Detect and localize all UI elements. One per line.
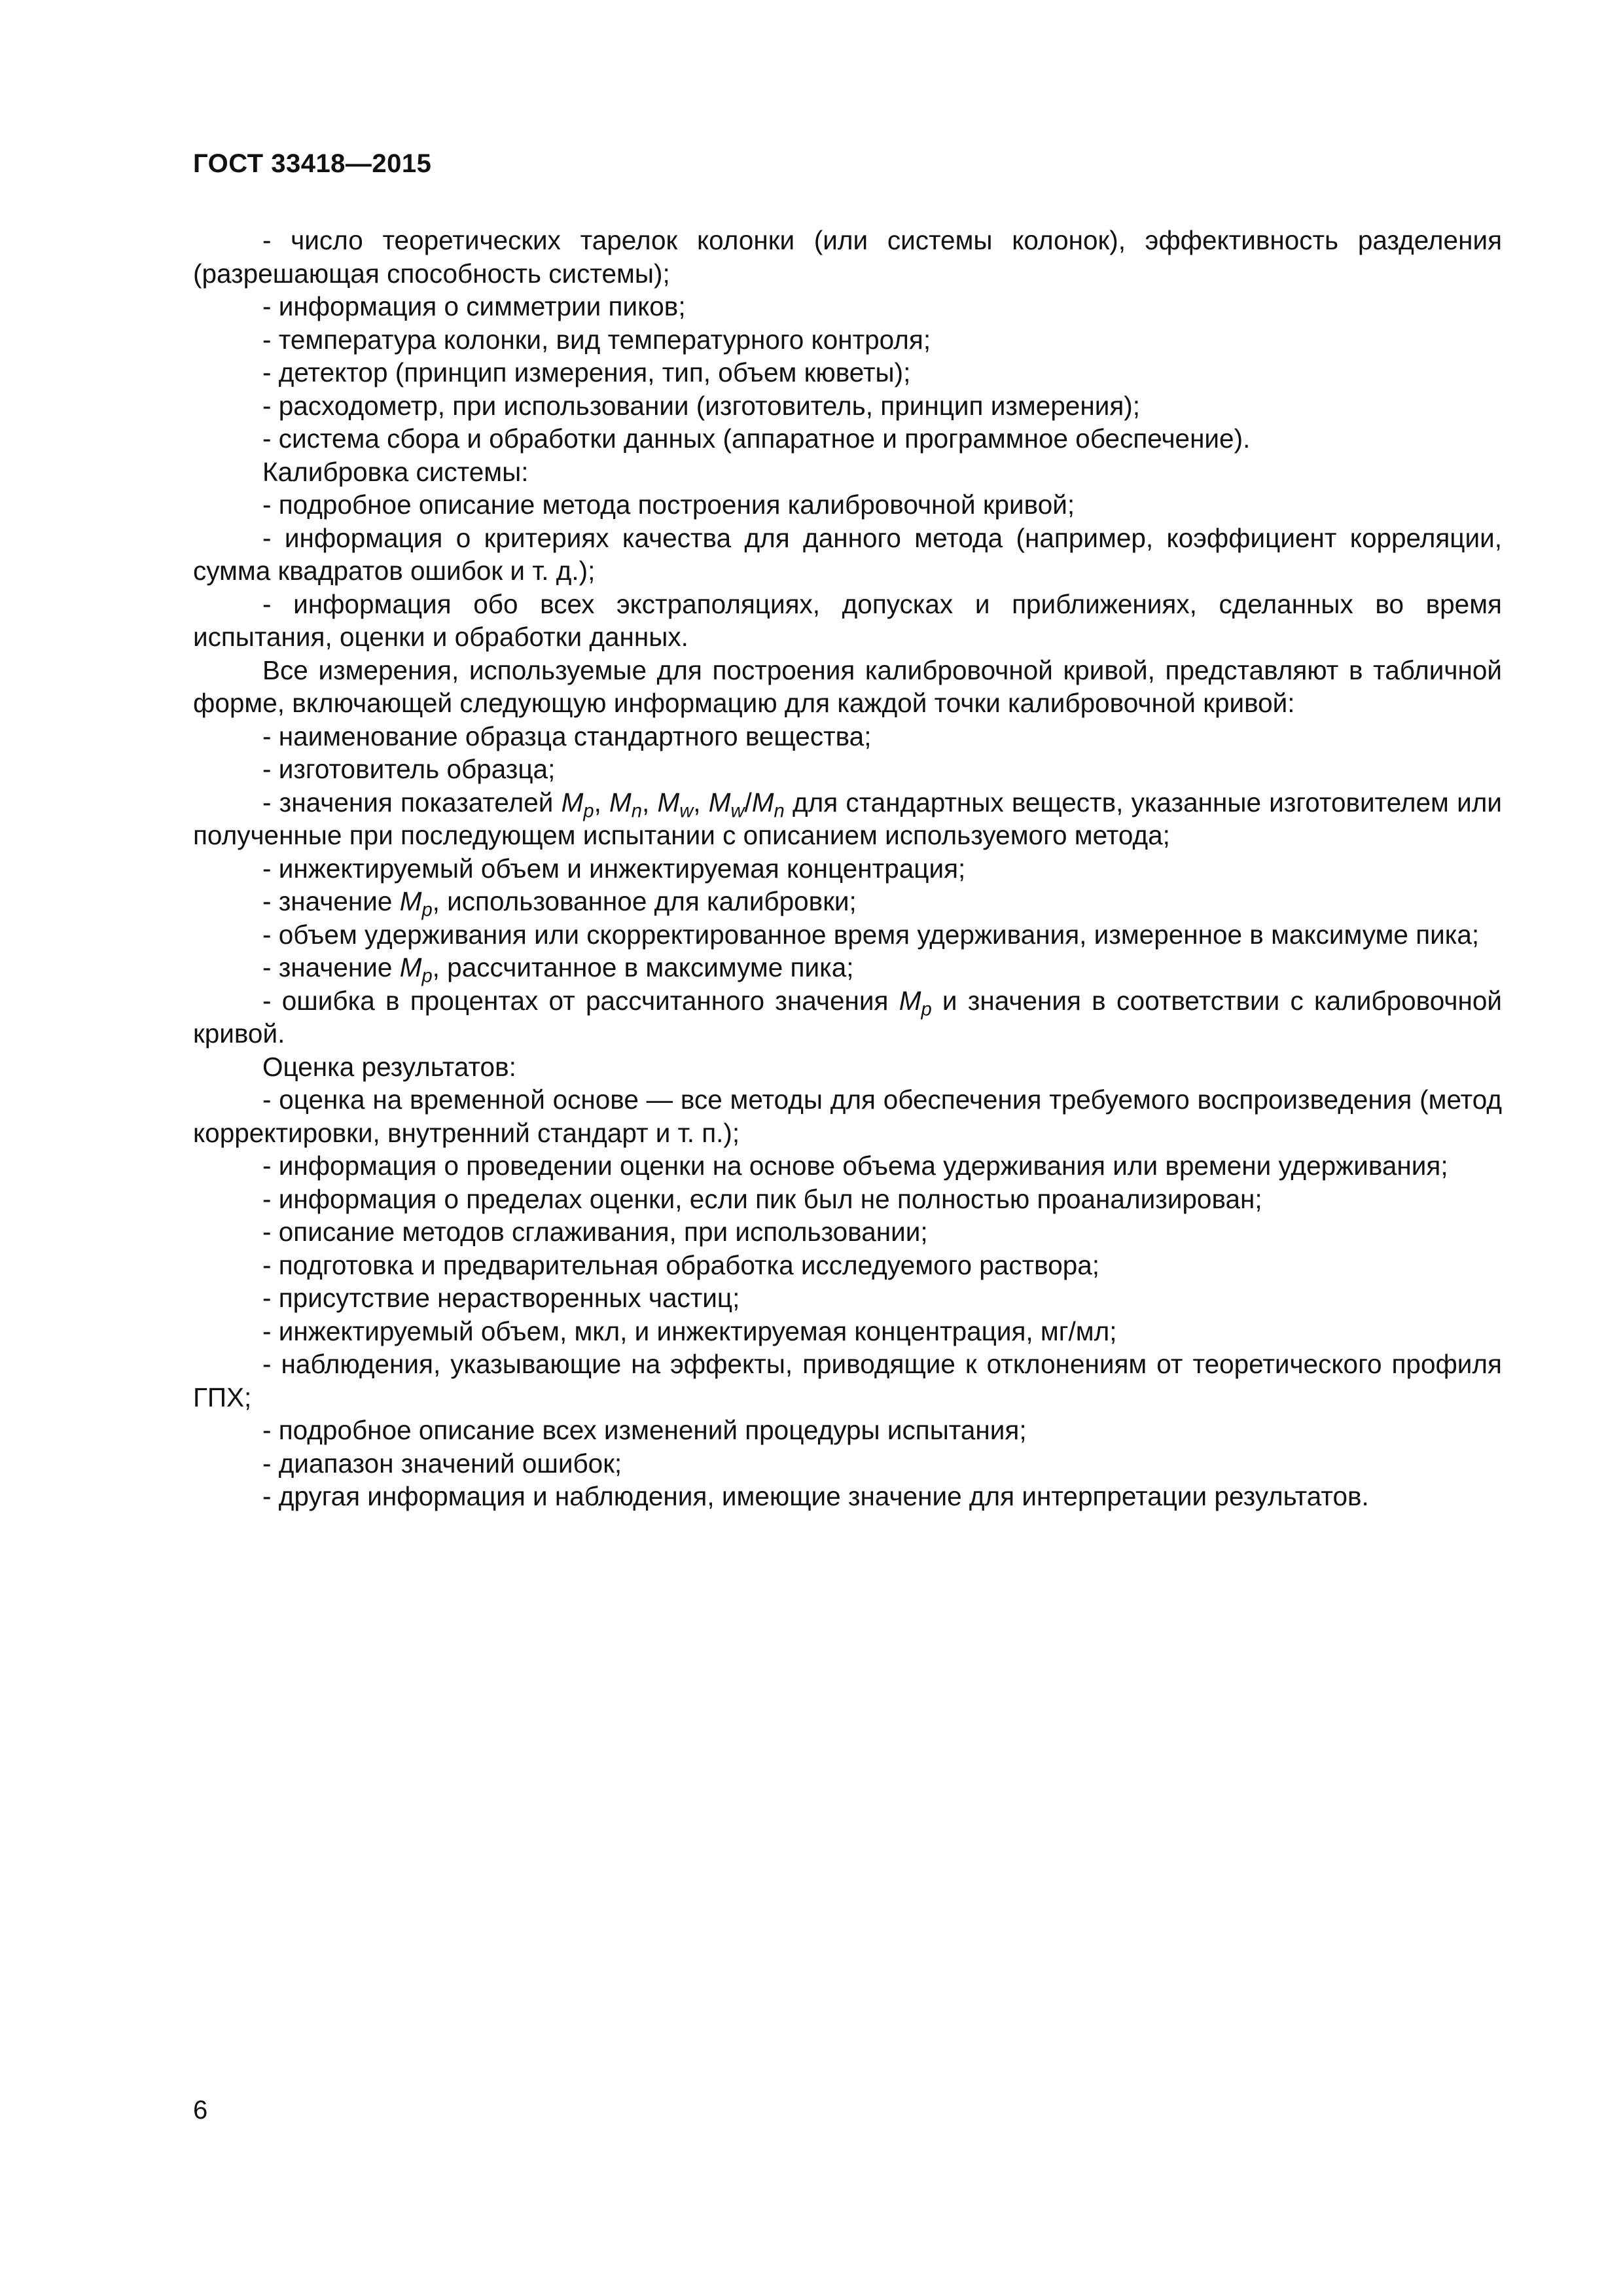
paragraph: - информация о пределах оценки, если пик был не полностью проанализирован; [262,1183,1262,1214]
text-run: , использованное для калибровки; [432,886,857,916]
paragraph: - описание методов сглаживания, при использовании; [262,1217,928,1247]
paragraph: - диапазон значений ошибок; [262,1448,622,1479]
paragraph [193,885,1502,921]
paragraph: - присутствие нерастворенных частиц; [262,1283,740,1313]
variable-subscript: p [583,800,594,822]
text-run: - значения показателей [262,787,562,817]
math-variable [751,787,785,822]
math-variable [399,952,433,987]
paragraph: Оценка результатов: [262,1051,516,1082]
variable-subscript: p [921,999,932,1020]
paragraph [193,984,1502,1050]
math-variable [561,787,594,822]
variable-symbol: M [399,952,422,982]
paragraph [193,786,1502,852]
math-variable [399,886,433,921]
text-run: , [693,787,709,817]
paragraph: - изготовитель образца; [262,754,556,784]
document-body [193,224,1502,1513]
text-run: , рассчитанное в максимуме пика; [432,952,854,982]
paragraph: - температура колонки, вид температурного контроля; [262,324,931,355]
paragraph: - детектор (принцип измерения, тип, объем кюветы); [262,357,911,387]
math-variable [708,787,745,822]
paragraph: - инжектируемый объем и инжектируемая концентрация; [262,853,966,884]
paragraph: - информация обо всех экстраполяциях, допусках и приближениях, сделанных во время испытания, оценки и обработки данных. [193,588,1502,652]
paragraph: - информация о проведении оценки на основе объема удерживания или времени удерживания; [262,1151,1448,1181]
variable-symbol: M [399,886,422,916]
text-run: - значение [262,952,400,982]
paragraph: - оценка на временной основе — все методы для обеспечения требуемого воспроизведения (метод корректировки, внутренний стандарт и т. п.); [193,1085,1502,1148]
math-variable [609,787,642,822]
variable-subscript: p [421,899,433,921]
paragraph: - инжектируемый объем, мкл, и инжектируемая концентрация, мг/мл; [262,1316,1117,1346]
paragraph: - подробное описание метода построения калибровочной кривой; [262,490,1075,520]
variable-subscript: n [631,800,642,822]
text-run: и значения в соответствии с калибровочной кривой. [193,985,1502,1049]
text-run: - ошибка в процентах от рассчитанного значения [262,985,899,1016]
variable-subscript: w [730,800,745,822]
math-variable [657,787,694,822]
paragraph: - число теоретических тарелок колонки (или системы колонок), эффективность разделения (разрешающая способность системы); [193,225,1502,289]
variable-symbol: M [657,787,680,817]
variable-symbol: M [899,985,921,1016]
paragraph [193,951,1502,987]
paragraph: - другая информация и наблюдения, имеющие значение для интерпретации результатов. [262,1481,1369,1511]
paragraph: - информация о критериях качества для данного метода (например, коэффициент корреляции, сумма квадратов ошибок и т. д.); [193,522,1502,586]
paragraph: Калибровка системы: [262,456,529,487]
variable-symbol: M [708,787,731,817]
text-run: , [594,787,610,817]
variable-subscript: n [774,800,785,822]
paragraph: - объем удерживания или скорректированное время удерживания, измеренное в максимуме пика; [262,919,1480,950]
text-run: , [641,787,658,817]
paragraph: - подробное описание всех изменений процедуры испытания; [262,1415,1027,1445]
text-run: - значение [262,886,400,916]
variable-symbol: M [751,787,774,817]
paragraph: - наблюдения, указывающие на эффекты, приводящие к отклонениям от теоретического профиля ГПХ; [193,1349,1502,1412]
math-variable [899,985,932,1020]
page-number: 6 [193,2096,208,2125]
paragraph: - подготовка и предварительная обработка исследуемого раствора; [262,1249,1100,1280]
paragraph: Все измерения, используемые для построения калибровочной кривой, представляют в табличной форме, включающей следующую информацию для каждой точки калибровочной кривой: [193,655,1502,718]
paragraph: - наименование образца стандартного вещества; [262,721,872,751]
document-header: ГОСТ 33418—2015 [193,149,432,178]
text-run: / [744,787,752,817]
paragraph: - информация о симметрии пиков; [262,291,686,321]
variable-symbol: M [609,787,632,817]
paragraph: - расходометр, при использовании (изготовитель, принцип измерения); [262,390,1140,421]
paragraph: - система сбора и обработки данных (аппаратное и программное обеспечение). [262,423,1251,454]
variable-subscript: w [679,800,694,822]
variable-symbol: M [561,787,584,817]
text-run: для стандартных веществ, указанные изготовителем или полученные при последующем испытании с описанием используемого метода; [193,787,1502,850]
variable-subscript: p [421,965,433,987]
